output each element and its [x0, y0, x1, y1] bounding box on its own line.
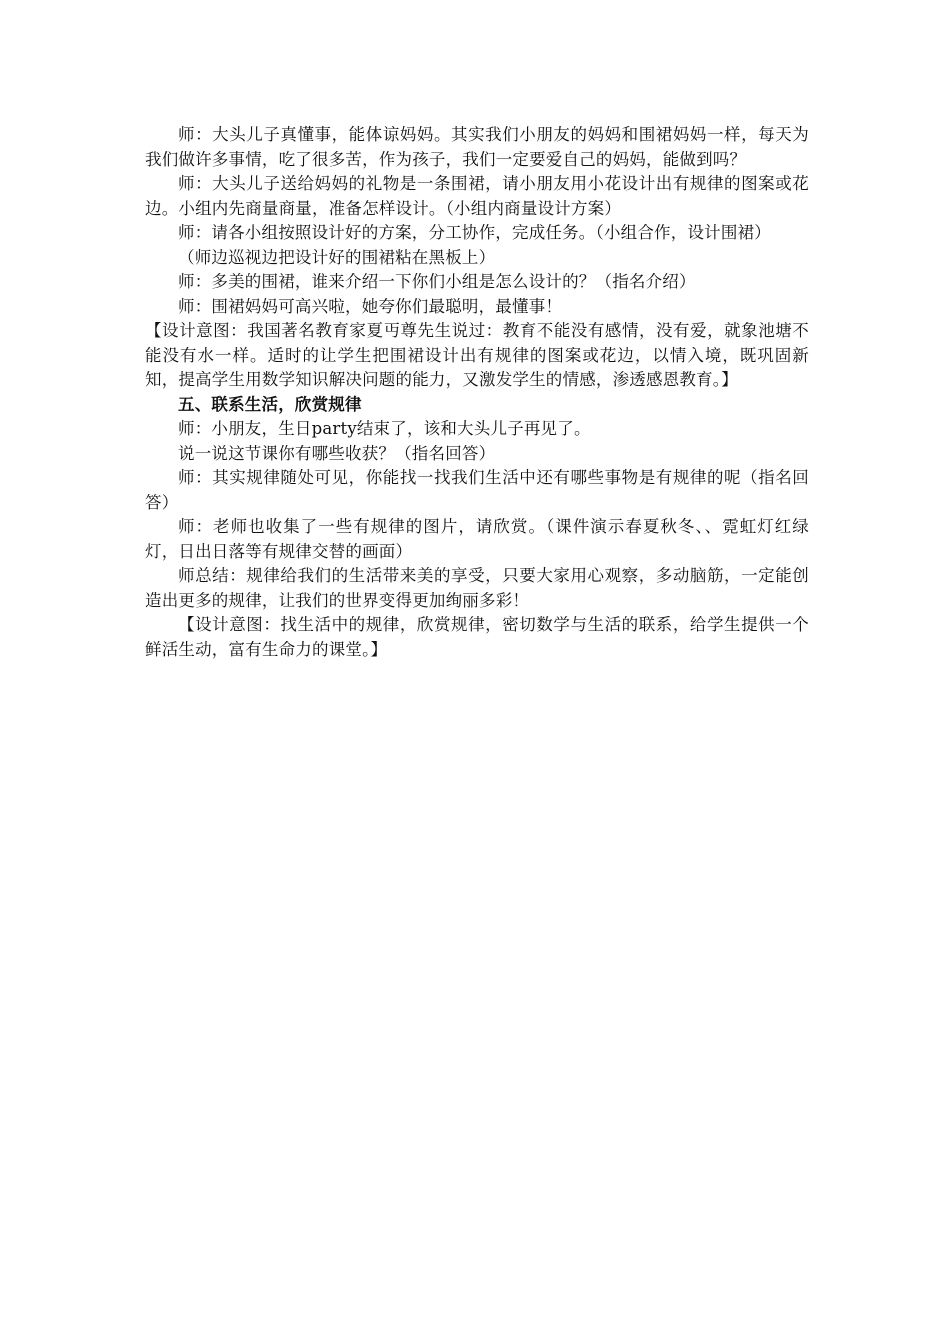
document-page [145, 123, 809, 662]
party-ending-paragraph: 师：小朋友，生日party结束了，该和大头儿子再见了。 [178, 419, 591, 438]
group-introduction-paragraph: 师：多美的围裙，谁来介绍一下你们小组是怎么设计的？（指名介绍） [178, 272, 696, 291]
group-cooperation-paragraph: 师：请各小组按照设计好的方案，分工协作，完成任务。（小组合作，设计围裙） [178, 223, 771, 242]
teacher-compliment-paragraph: 师：围裙妈妈可高兴啦，她夸你们最聪明，最懂事！ [178, 296, 563, 316]
teacher-summary-paragraph: 师总结：规律给我们的生活带来美的享受，只要大家用心观察，多动脑筋，一定能创造出更多的规律，让我们的世界变得更加绚丽多彩！ [145, 566, 809, 610]
design-intent-paragraph-1: 【设计意图：我国著名教育家夏丏尊先生说过：教育不能没有感情，没有爱，就象池塘不能没有水一样。适时的让学生把围裙设计出有规律的图案或花边，以情入境，既巩固新知，提高学生用数学知识解决问题的能力，又激发学生的情感，渗透感恩教育。】 [145, 321, 809, 389]
section-heading-five: 五、联系生活，欣赏规律 [178, 394, 362, 414]
teacher-patrol-note: （师边巡视边把设计好的围裙粘在黑板上） [178, 247, 496, 267]
apron-design-task-paragraph: 师：大头儿子送给妈妈的礼物是一条围裙，请小朋友用小花设计出有规律的图案或花边。小组内先商量商量，准备怎样设计。（小组内商量设计方案） [145, 174, 809, 218]
harvest-question-paragraph: 说一说这节课你有哪些收获？（指名回答） [178, 443, 496, 463]
teacher-praise-paragraph: 师：大头儿子真懂事，能体谅妈妈。其实我们小朋友的妈妈和围裙妈妈一样，每天为我们做许多事情，吃了很多苦，作为孩子，我们一定要爱自己的妈妈，能做到吗？ [145, 125, 809, 169]
find-rules-paragraph: 师：其实规律随处可见，你能找一找我们生活中还有哪些事物是有规律的呢（指名回答） [145, 468, 809, 512]
design-intent-paragraph-2: 【设计意图：找生活中的规律，欣赏规律，密切数学与生活的联系，给学生提供一个鲜活生动，富有生命力的课堂。】 [145, 615, 809, 659]
picture-appreciation-paragraph: 师：老师也收集了一些有规律的图片，请欣赏。（课件演示春夏秋冬、、霓虹灯红绿灯，日出日落等有规律交替的画面） [145, 517, 809, 561]
